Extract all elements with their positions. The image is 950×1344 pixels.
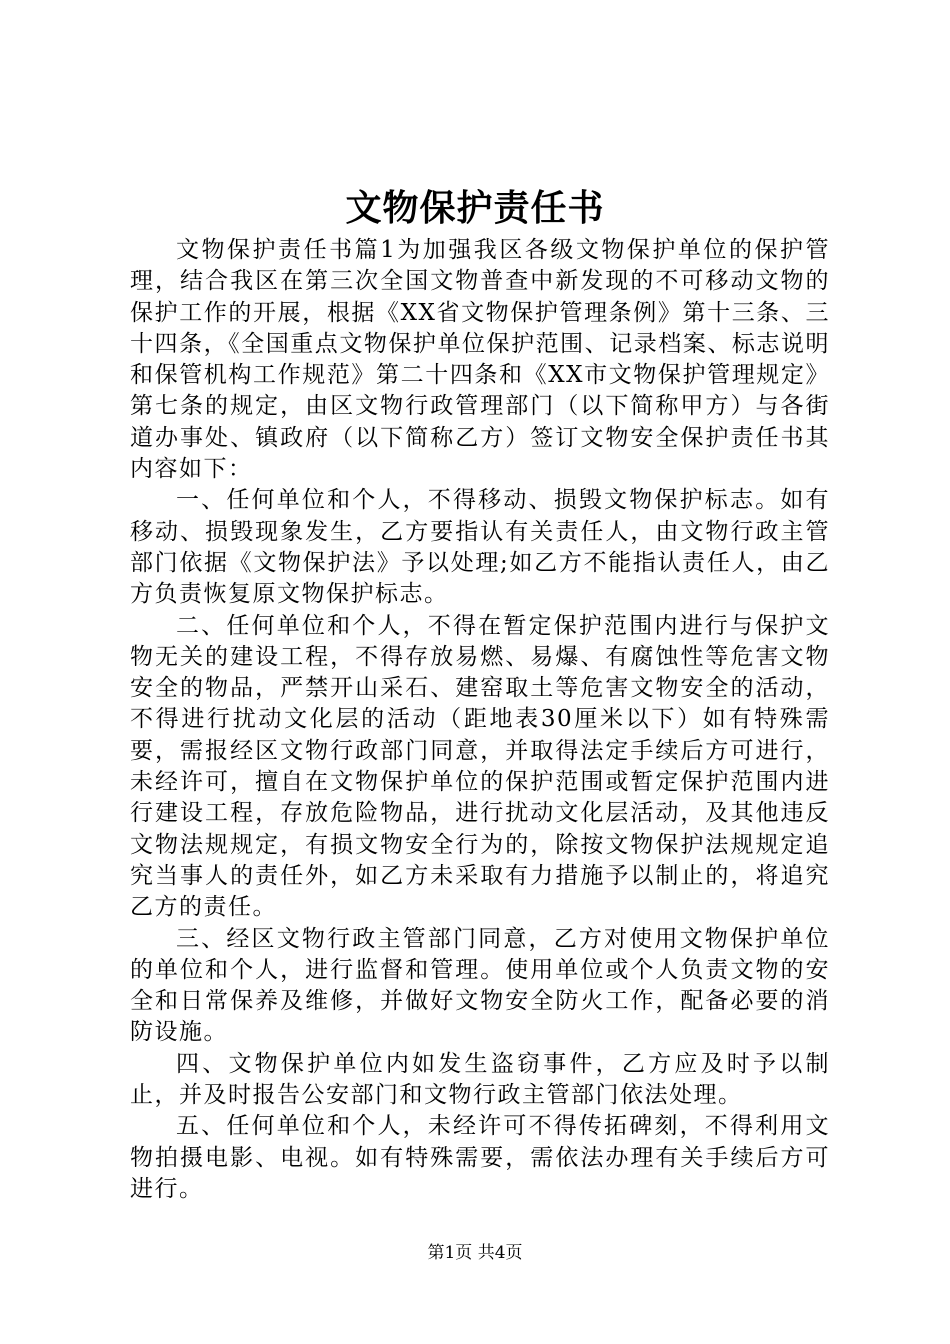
paragraph-clause-1: 一、任何单位和个人，不得移动、损毁文物保护标志。如有移动、损毁现象发生，乙方要指认有关责任人，由文物行政主管部门依据《文物保护法》予以处理;如乙方不能指认责任人，由乙方负责恢复原文物保护标志。 <box>130 487 830 608</box>
paragraph-clause-4: 四、文物保护单位内如发生盗窃事件，乙方应及时予以制止，并及时报告公安部门和文物行政主管部门依法处理。 <box>130 1050 830 1109</box>
paragraph-clause-3: 三、经区文物行政主管部门同意，乙方对使用文物保护单位的单位和个人，进行监督和管理。使用单位或个人负责文物的安全和日常保养及维修，并做好文物安全防火工作，配备必要的消防设施。 <box>130 925 830 1046</box>
document-body <box>130 235 830 1205</box>
paragraph-clause-5: 五、任何单位和个人，未经许可不得传拓碑刻，不得利用文物拍摄电影、电视。如有特殊需要，需依法办理有关手续后方可进行。 <box>130 1113 830 1202</box>
paragraph-clause-2: 二、任何单位和个人，不得在暂定保护范围内进行与保护文物无关的建设工程，不得存放易燃、易爆、有腐蚀性等危害文物安全的物品，严禁开山采石、建窑取土等危害文物安全的活动，不得进行扰动文化层的活动（距地表30厘米以下）如有特殊需要，需报经区文物行政部门同意，并取得法定手续后方可进行，未经许可，擅自在文物保护单位的保护范围或暂定保护范围内进行建设工程，存放危险物品，进行扰动文化层活动，及其他违反文物法规规定，有损文物安全行为的，除按文物保护法规规定追究当事人的责任外，如乙方未采取有力措施予以制止的，将追究乙方的责任。 <box>130 612 830 921</box>
document-title: 文物保护责任书 <box>345 187 605 229</box>
page-number-footer: 第1页 共4页 <box>427 1243 523 1263</box>
paragraph-intro: 文物保护责任书篇1为加强我区各级文物保护单位的保护管理，结合我区在第三次全国文物普查中新发现的不可移动文物的保护工作的开展，根据《XX省文物保护管理条例》第十三条、三十四条，《全国重点文物保护单位保护范围、记录档案、标志说明和保管机构工作规范》第二十四条和《XX市文物保护管理规定》第七条的规定，由区文物行政管理部门（以下简称甲方）与各街道办事处、镇政府（以下简称乙方）签订文物安全保护责任书其内容如下： <box>130 237 830 483</box>
